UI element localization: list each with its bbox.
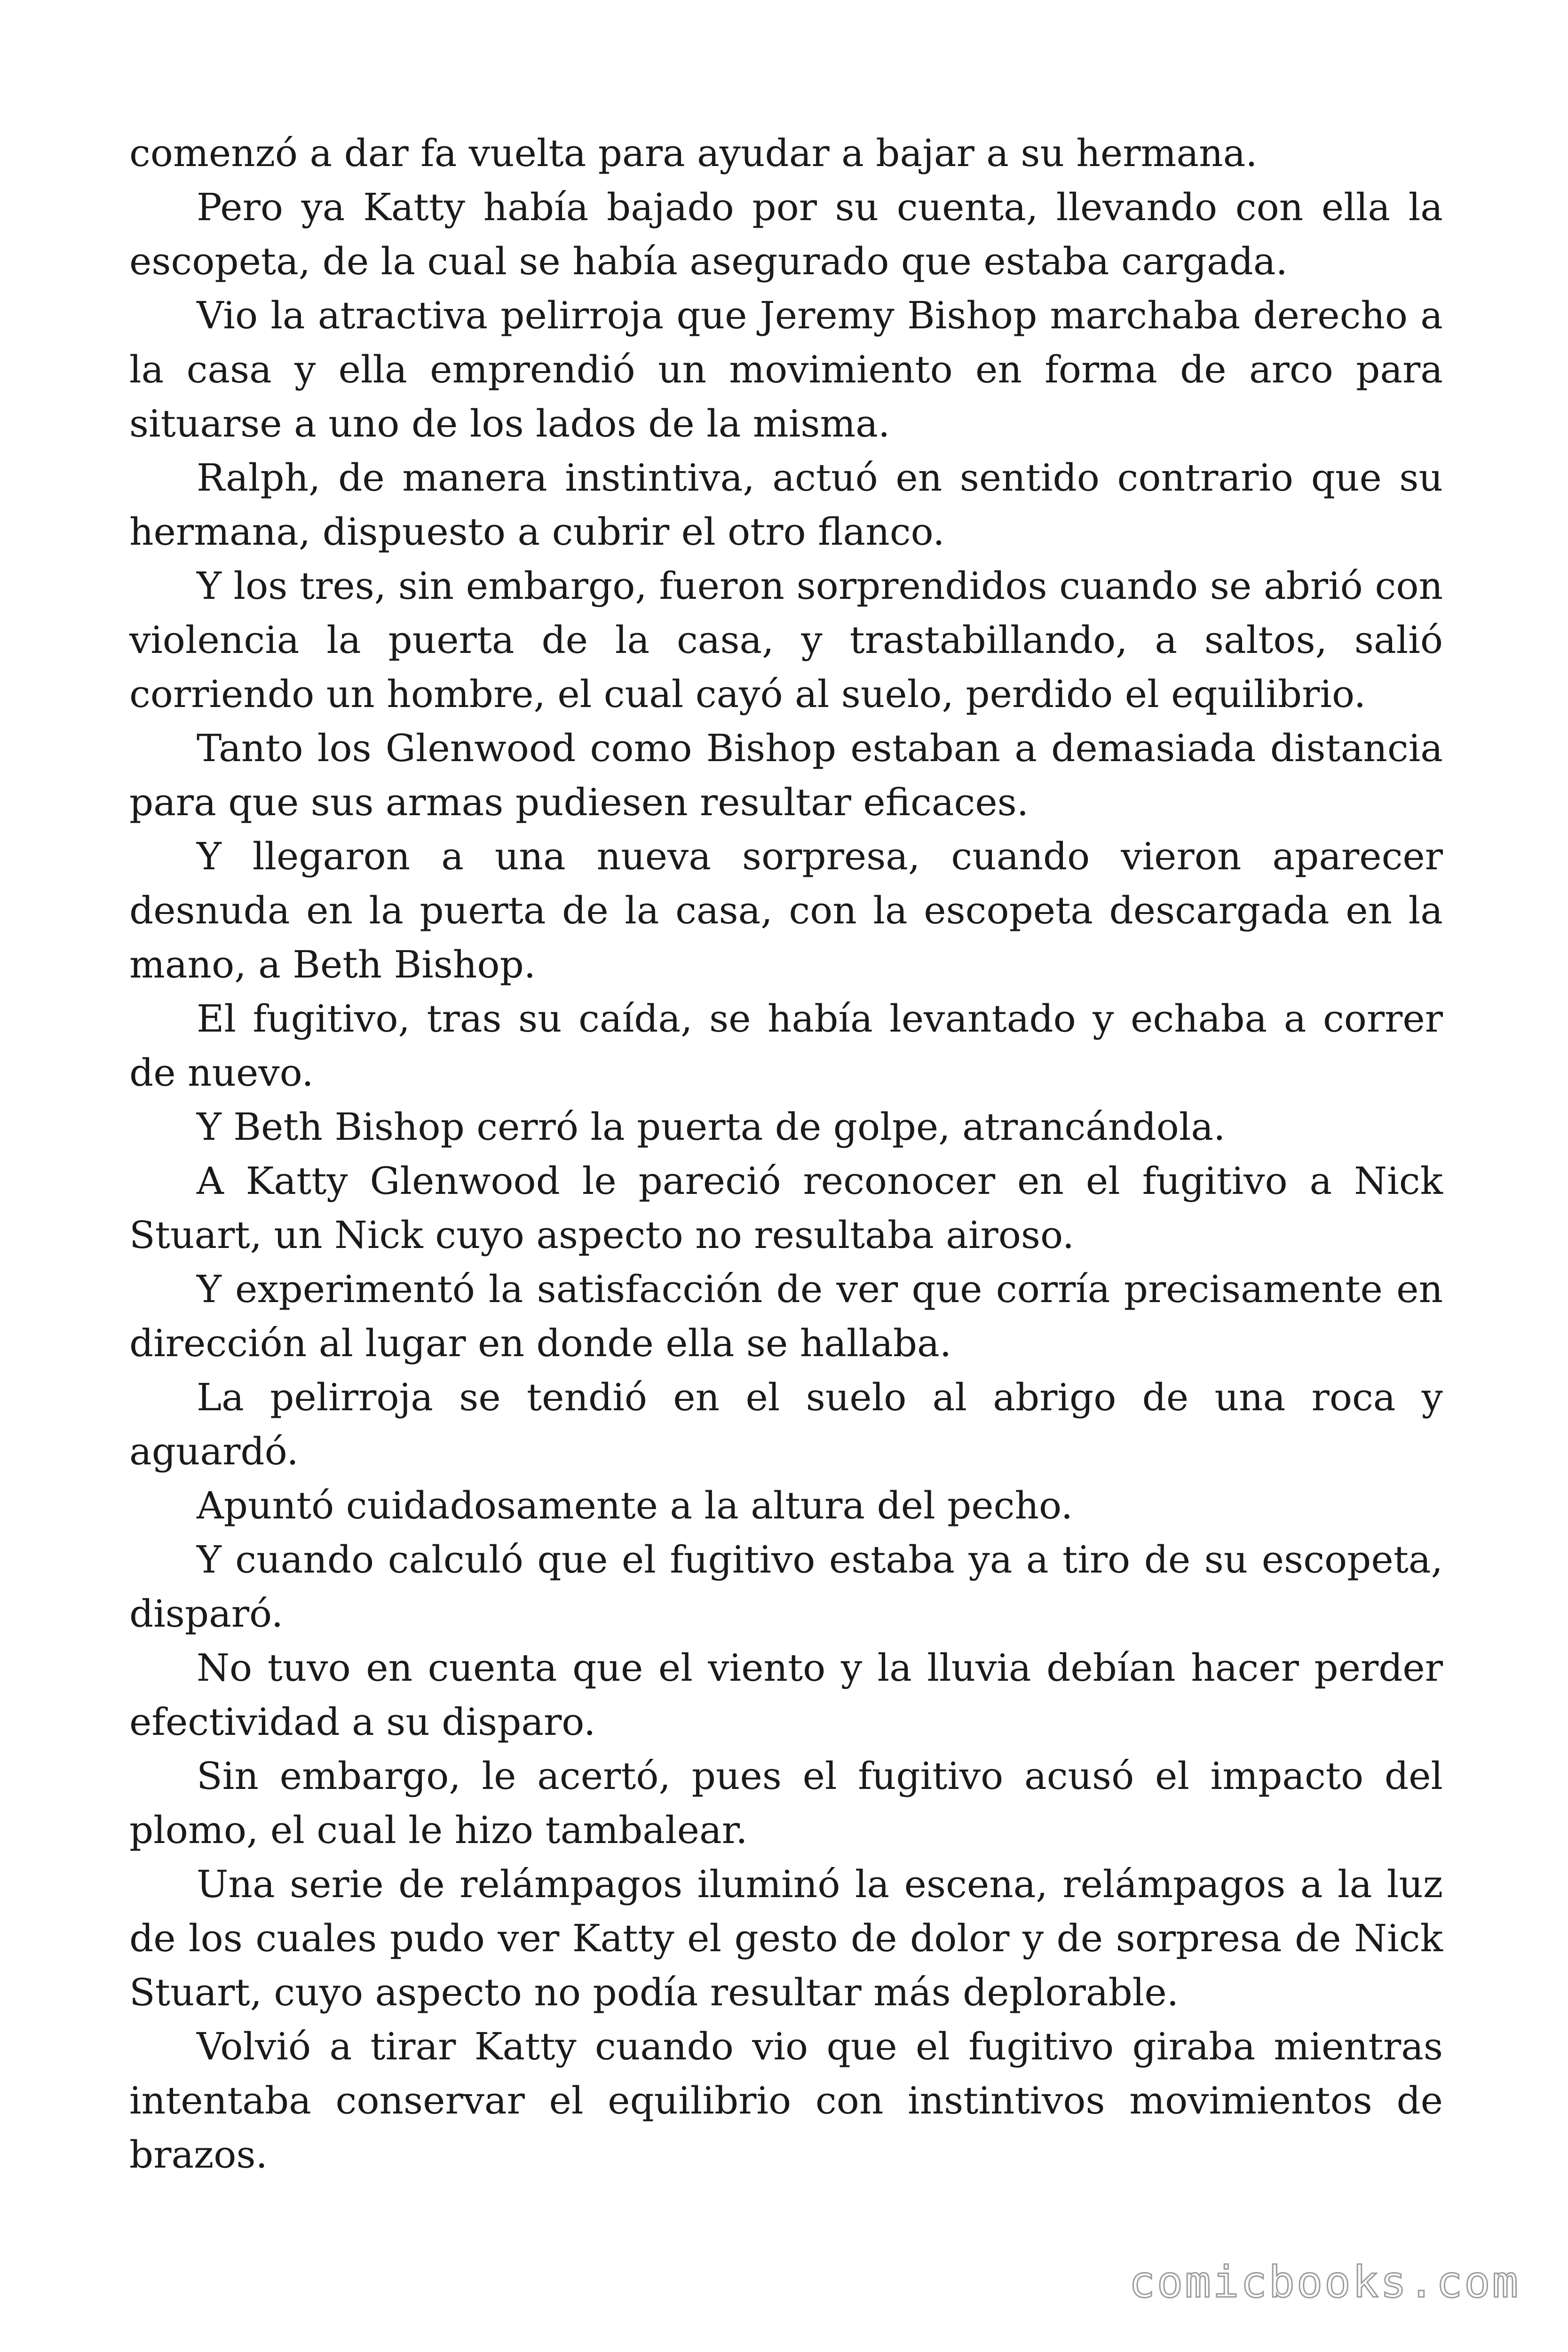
paragraph: Y cuando calculó que el fugitivo estaba ya a tiro de su escopeta, disparó. — [129, 1538, 1443, 1636]
page-text — [129, 126, 1443, 2182]
paragraph: No tuvo en cuenta que el viento y la lluvia debían hacer perder efectividad a su disparo. — [129, 1646, 1443, 1744]
paragraph: Tanto los Glenwood como Bishop estaban a demasiada distancia para que sus armas pudiesen resultar eficaces. — [129, 726, 1443, 824]
watermark: comicbooks.com — [1129, 2257, 1520, 2307]
paragraph: Y experimentó la satisfacción de ver que corría precisamente en dirección al lugar en donde ella se hallaba. — [129, 1267, 1443, 1365]
paragraph: Sin embargo, le acertó, pues el fugitivo acusó el impacto del plomo, el cual le hizo tambalear. — [129, 1754, 1443, 1852]
paragraph: A Katty Glenwood le pareció reconocer en el fugitivo a Nick Stuart, un Nick cuyo aspecto no resultaba airoso. — [129, 1159, 1443, 1257]
paragraph: comenzó a dar fa vuelta para ayudar a bajar a su hermana. — [129, 131, 1258, 175]
paragraph: Una serie de relámpagos iluminó la escena, relámpagos a la luz de los cuales pudo ver Katty el gesto de dolor y de sorpresa de Nick Stuart, cuyo aspecto no podía resultar más deplorable. — [129, 1862, 1443, 2014]
paragraph: Volvió a tirar Katty cuando vio que el fugitivo giraba mientras intentaba conservar el equilibrio con instintivos movimientos de brazos. — [129, 2025, 1443, 2177]
paragraph: Y llegaron a una nueva sorpresa, cuando vieron aparecer desnuda en la puerta de la casa, con la escopeta descargada en la mano, a Beth Bishop. — [129, 834, 1443, 986]
paragraph: Ralph, de manera instintiva, actuó en sentido contrario que su hermana, dispuesto a cubrir el otro flanco. — [129, 456, 1443, 554]
paragraph: Apuntó cuidadosamente a la altura del pecho. — [197, 1484, 1073, 1527]
paragraph: Vio la atractiva pelirroja que Jeremy Bishop marchaba derecho a la casa y ella emprendió un movimiento en forma de arco para situarse a uno de los lados de la misma. — [129, 294, 1443, 445]
paragraph: El fugitivo, tras su caída, se había levantado y echaba a correr de nuevo. — [129, 997, 1443, 1095]
paragraph: Y los tres, sin embargo, fueron sorprendidos cuando se abrió con violencia la puerta de la casa, y trastabillando, a saltos, salió corriendo un hombre, el cual cayó al suelo, perdido el equilibrio. — [129, 564, 1443, 716]
paragraph: La pelirroja se tendió en el suelo al abrigo de una roca y aguardó. — [129, 1375, 1443, 1473]
paragraph: Pero ya Katty había bajado por su cuenta, llevando con ella la escopeta, de la cual se había asegurado que estaba cargada. — [129, 185, 1443, 283]
paragraph: Y Beth Bishop cerró la puerta de golpe, atrancándola. — [197, 1105, 1226, 1149]
